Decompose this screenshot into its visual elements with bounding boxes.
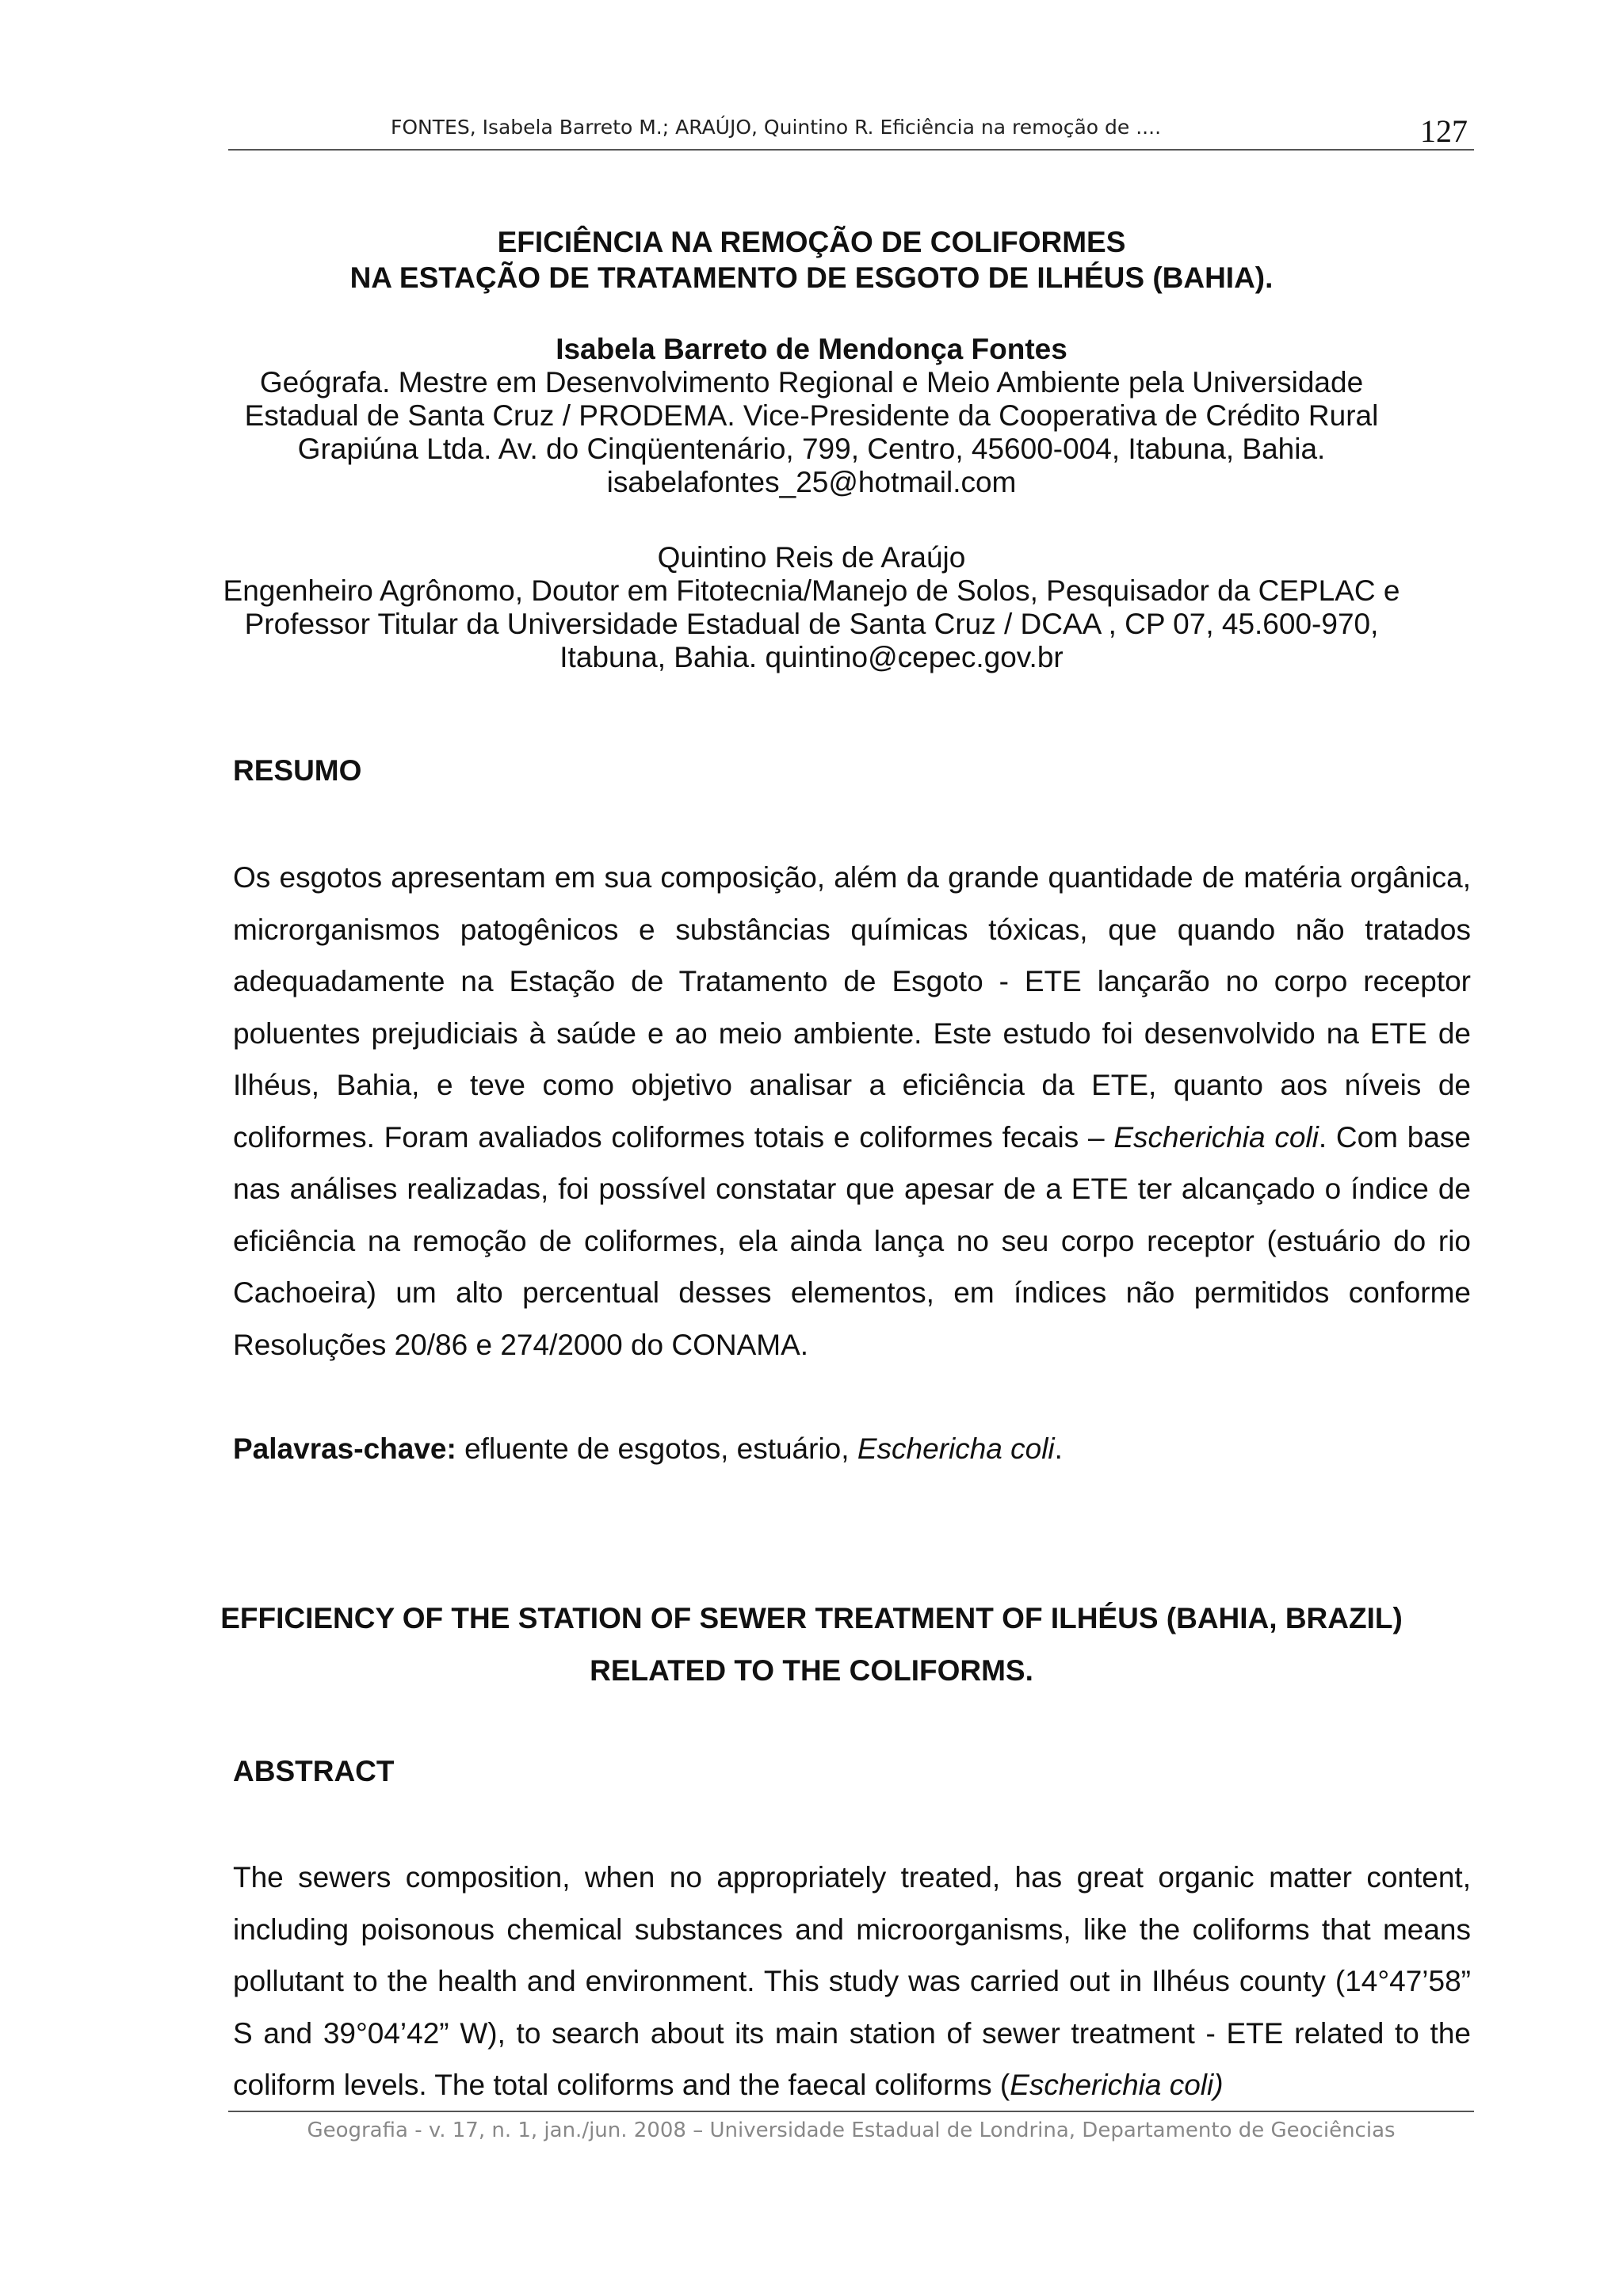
abstract-paragraph [233, 1852, 1471, 2111]
resumo-paragraph [233, 852, 1471, 1371]
author-name-2: Quintino Reis de Araújo [657, 541, 966, 574]
page-number: 127 [1420, 113, 1468, 149]
keywords-label: Palavras-chave: [233, 1432, 456, 1465]
author-affiliation-line: Grapiúna Ltda. Av. do Cinqüentenário, 799, Centro, 45600-004, Itabuna, Bahia. [297, 433, 1326, 465]
resumo-text-2: . Com base nas análises realizadas, foi possível constatar que apesar de a ETE ter alcançado o índice de eficiência na remoção de coliformes, ela ainda lança no seu corpo receptor (estuário do rio Cachoeira) um alto percentual desses elementos, em índices não permitidos conforme Resoluções 20/86 e 274/2000 do CONAMA. [233, 1120, 1471, 1361]
author-affiliation-line: Estadual de Santa Cruz / PRODEMA. Vice-Presidente da Cooperativa de Crédito Rural [244, 399, 1379, 432]
abstract-heading: ABSTRACT [233, 1755, 395, 1787]
english-title-line-2: RELATED TO THE COLIFORMS. [590, 1654, 1033, 1687]
english-title [158, 1592, 1465, 1697]
resumo-species-name: Escherichia coli [1113, 1120, 1319, 1154]
paper-title [158, 224, 1465, 296]
resumo-text-1: Os esgotos apresentam em sua composição, além da grande quantidade de matéria orgânica, microrganismos patogênicos e substâncias químicas tóxicas, que quando não tratados adequadamente na Estação de Tratamento de Esgoto - ETE lançarão no corpo receptor poluentes prejudiciais à saúde e ao meio ambiente. Este estudo foi desenvolvido na ETE de Ilhéus, Bahia, e teve como objetivo analisar a eficiência da ETE, quanto aos níveis de coliformes. Foram avaliados coliformes totais e coliformes fecais – [233, 861, 1471, 1154]
english-title-line-1: EFFICIENCY OF THE STATION OF SEWER TREATMENT OF ILHÉUS (BAHIA, BRAZIL) [220, 1602, 1403, 1634]
author-affiliation-line: Geógrafa. Mestre em Desenvolvimento Regional e Meio Ambiente pela Universidade [259, 366, 1364, 399]
footer-text: Geografia - v. 17, n. 1, jan./jun. 2008 – Universidade Estadual de Londrina, Departamento de Geociências [307, 2119, 1396, 2142]
author-name-1: Isabela Barreto de Mendonça Fontes [556, 333, 1067, 365]
resumo-heading: RESUMO [233, 754, 362, 787]
abstract-text-1: The sewers composition, when no appropriately treated, has great organic matter content, including poisonous chemical substances and microorganisms, like the coliforms that means pollutant to the health and environment. This study was carried out in Ilhéus county (14°47’58” S and 39°04’42” W), to search about its main station of sewer treatment - ETE related to the coliform levels. The total coliforms and the faecal coliforms ( [233, 1861, 1471, 2101]
running-footer [228, 2111, 1474, 2142]
keywords-end: . [1054, 1432, 1063, 1465]
keywords-species-name: Eschericha coli [857, 1432, 1055, 1465]
author-email: isabelafontes_25@hotmail.com [606, 466, 1017, 498]
running-head-text: FONTES, Isabela Barreto M.; ARAÚJO, Quintino R. Eficiência na remoção de .... [391, 116, 1162, 139]
keywords-text: efluente de esgotos, estuário, [456, 1432, 857, 1465]
author-affiliation-line: Engenheiro Agrônomo, Doutor em Fitotecnia/Manejo de Solos, Pesquisador da CEPLAC e [223, 574, 1400, 607]
author-block-1 [158, 333, 1465, 499]
author-block-2 [158, 541, 1465, 674]
title-line-2: NA ESTAÇÃO DE TRATAMENTO DE ESGOTO DE ILHÉUS (BAHIA). [349, 261, 1274, 294]
running-header [228, 111, 1474, 151]
author-affiliation-line: Professor Titular da Universidade Estadual de Santa Cruz / DCAA , CP 07, 45.600-970, [244, 608, 1379, 640]
author-affiliation-line: Itabuna, Bahia. quintino@cepec.gov.br [559, 641, 1064, 673]
title-line-1: EFICIÊNCIA NA REMOÇÃO DE COLIFORMES [497, 226, 1126, 258]
keywords-line [233, 1432, 1063, 1466]
abstract-species-name: Escherichia coli) [1010, 2069, 1224, 2101]
